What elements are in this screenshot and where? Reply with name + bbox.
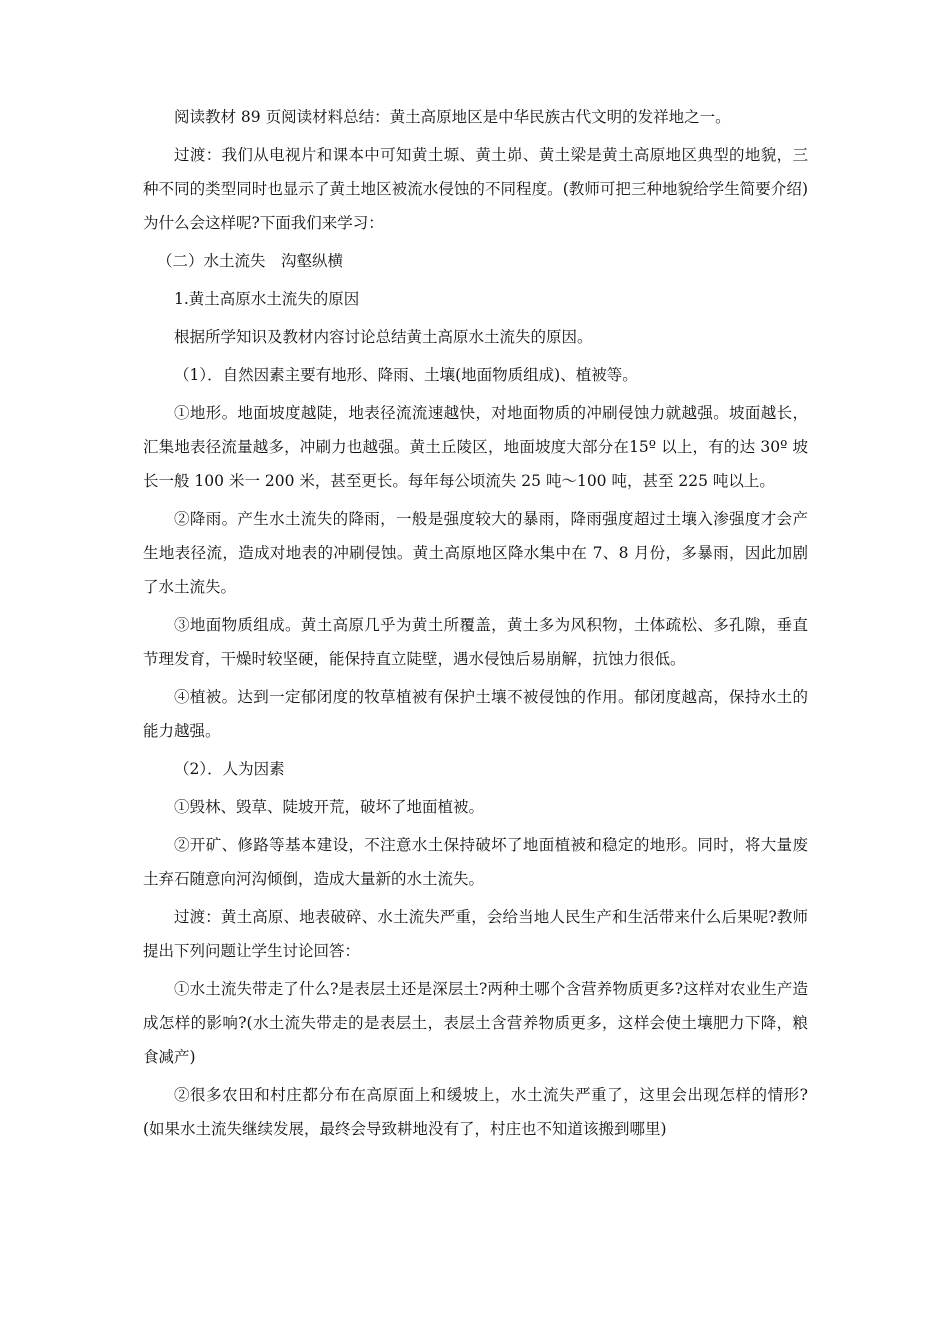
paragraph-transition-landforms: 过渡：我们从电视片和课本中可知黄土塬、黄土峁、黄土梁是黄土高原地区典型的地貌，三种不同的类型同时也显示了黄土地区被流水侵蚀的不同程度。(教师可把三种地貌给学生简要介绍)为什么会这样呢?下面我们来学习： xyxy=(143,146,808,232)
paragraph-human-factors: （2）．人为因素 xyxy=(174,760,285,778)
paragraph-transition-consequences: 过渡：黄土高原、地表破碎、水土流失严重，会给当地人民生产和生活带来什么后果呢?教师提出下列问题让学生讨论回答： xyxy=(143,908,808,960)
paragraph-vegetation: ④植被。达到一定郁闭度的牧草植被有保护土壤不被侵蚀的作用。郁闭度越高，保持水土的能力越强。 xyxy=(143,688,808,740)
paragraph-reading-summary: 阅读教材 89 页阅读材料总结：黄土高原地区是中华民族古代文明的发祥地之一。 xyxy=(174,108,731,126)
document-page xyxy=(143,100,808,1150)
paragraph-natural-factors: （1）．自然因素主要有地形、降雨、土壤(地面物质组成)、植被等。 xyxy=(174,366,638,384)
paragraph-deforestation: ①毁林、毁草、陡坡开荒，破坏了地面植被。 xyxy=(174,798,485,816)
paragraph-mining-construction: ②开矿、修路等基本建设，不注意水土保持破坏了地面植被和稳定的地形。同时，将大量废土弃石随意向河沟倾倒，造成大量新的水土流失。 xyxy=(143,836,808,888)
paragraph-rainfall: ②降雨。产生水土流失的降雨，一般是强度较大的暴雨，降雨强度超过土壤入渗强度才会产生地表径流，造成对地表的冲刷侵蚀。黄土高原地区降水集中在 7、8 月份，多暴雨，因此加剧了水土流失。 xyxy=(143,510,808,596)
subheading-erosion-causes: 1.黄土高原水土流失的原因 xyxy=(174,290,360,308)
paragraph-ground-material: ③地面物质组成。黄土高原几乎为黄土所覆盖，黄土多为风积物，土体疏松、多孔隙，垂直节理发育，干燥时较坚硬，能保持直立陡壁，遇水侵蚀后易崩解，抗蚀力很低。 xyxy=(143,616,808,668)
paragraph-question-farmland: ②很多农田和村庄都分布在高原面上和缓坡上，水土流失严重了，这里会出现怎样的情形?(如果水土流失继续发展，最终会导致耕地没有了，村庄也不知道该搬到哪里) xyxy=(143,1086,808,1138)
section-heading-soil-erosion: （二）水土流失 沟壑纵横 xyxy=(157,252,344,270)
paragraph-question-topsoil: ①水土流失带走了什么?是表层土还是深层土?两种土哪个含营养物质更多?这样对农业生产造成怎样的影响?(水土流失带走的是表层土，表层土含营养物质更多，这样会使土壤肥力下降，粮食减产) xyxy=(143,980,808,1066)
paragraph-discussion-intro: 根据所学知识及教材内容讨论总结黄土高原水土流失的原因。 xyxy=(174,328,593,346)
paragraph-terrain: ①地形。地面坡度越陡，地表径流流速越快，对地面物质的冲刷侵蚀力就越强。坡面越长，汇集地表径流量越多，冲刷力也越强。黄土丘陵区，地面坡度大部分在15º 以上，有的达 30º 坡长一般 100 米一 200 米，甚至更长。每年每公顷流失 25 吨～100 吨，甚至 225 吨以上。 xyxy=(143,404,808,490)
